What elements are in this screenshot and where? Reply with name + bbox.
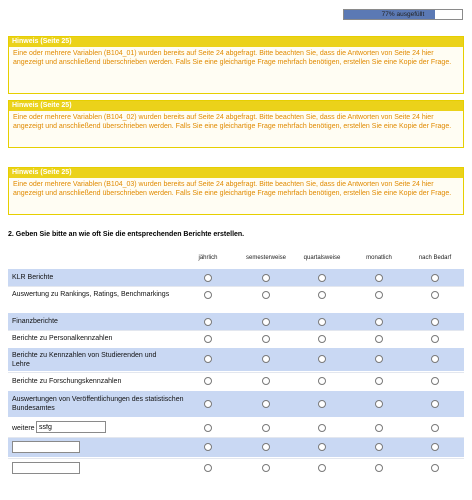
notice-title: Hinweis (Seite 25) bbox=[9, 168, 463, 178]
radio-option-r4-c2[interactable] bbox=[262, 335, 270, 343]
radio-option-r2-c2[interactable] bbox=[262, 291, 270, 299]
row-label: KLR Berichte bbox=[12, 274, 54, 281]
notice-text: Eine oder mehrere Variablen (B104_01) wurden bereits auf Seite 24 abgefragt. Bitte beachten Sie, dass die Antworten von Seite 24 hier angezeigt und anschließend überschrieben werden. Falls Sie eine gleichartige Frage mehrfach benötigen, erstellen Sie eine Kopie der Frage. bbox=[13, 50, 452, 66]
radio-option-r5-c1[interactable] bbox=[204, 355, 212, 363]
table-row bbox=[8, 269, 464, 286]
column-header-quarterly: quartalsweise bbox=[303, 255, 341, 261]
table-row bbox=[8, 287, 464, 309]
other-label: weitere bbox=[12, 425, 35, 432]
radio-option-r5-c2[interactable] bbox=[262, 355, 270, 363]
radio-option-r7-c3[interactable] bbox=[318, 400, 326, 408]
radio-option-r8-c2[interactable] bbox=[262, 424, 270, 432]
radio-option-r10-c4[interactable] bbox=[375, 464, 383, 472]
radio-option-r9-c4[interactable] bbox=[375, 443, 383, 451]
notice-title: Hinweis (Seite 25) bbox=[9, 101, 463, 111]
notice-text: Eine oder mehrere Variablen (B104_03) wurden bereits auf Seite 24 abgefragt. Bitte beachten Sie, dass die Antworten von Seite 24 hier angezeigt und anschließend überschrieben werden. Falls Sie eine gleichartige Frage mehrfach benötigen, erstellen Sie eine Kopie der Frage. bbox=[13, 181, 452, 197]
radio-option-r3-c5[interactable] bbox=[431, 318, 439, 326]
radio-option-r2-c5[interactable] bbox=[431, 291, 439, 299]
radio-option-r6-c4[interactable] bbox=[375, 377, 383, 385]
radio-option-r5-c5[interactable] bbox=[431, 355, 439, 363]
radio-option-r2-c4[interactable] bbox=[375, 291, 383, 299]
row-label: Auswertung zu Rankings, Ratings, Benchmarkings bbox=[12, 291, 170, 298]
column-header-yearly: jährlich bbox=[198, 255, 218, 261]
radio-option-r10-c2[interactable] bbox=[262, 464, 270, 472]
table-row bbox=[8, 348, 464, 371]
radio-option-r2-c3[interactable] bbox=[318, 291, 326, 299]
table-row bbox=[8, 313, 464, 330]
table-row bbox=[8, 331, 464, 346]
row-label: Berichte zu Forschungskennzahlen bbox=[12, 378, 122, 385]
radio-option-r10-c3[interactable] bbox=[318, 464, 326, 472]
radio-option-r4-c3[interactable] bbox=[318, 335, 326, 343]
question-title: 2. Geben Sie bitte an wie oft Sie die entsprechenden Berichte erstellen. bbox=[8, 231, 245, 238]
radio-option-r6-c5[interactable] bbox=[431, 377, 439, 385]
radio-option-r6-c3[interactable] bbox=[318, 377, 326, 385]
radio-option-r8-c5[interactable] bbox=[431, 424, 439, 432]
row-label: Berichte zu Kennzahlen von Studierenden und Lehre bbox=[12, 352, 157, 368]
radio-option-r9-c2[interactable] bbox=[262, 443, 270, 451]
notice-box bbox=[8, 36, 464, 94]
column-header-semester: semesterweise bbox=[245, 255, 286, 261]
progress-label: 77% ausgefüllt bbox=[381, 11, 425, 18]
notice-box bbox=[8, 100, 464, 148]
divider bbox=[8, 330, 464, 331]
radio-option-r9-c1[interactable] bbox=[204, 443, 212, 451]
column-header-monthly: monatlich bbox=[366, 255, 392, 261]
radio-option-r4-c1[interactable] bbox=[204, 335, 212, 343]
radio-option-r3-c4[interactable] bbox=[375, 318, 383, 326]
radio-option-r5-c4[interactable] bbox=[375, 355, 383, 363]
divider bbox=[8, 286, 464, 287]
radio-option-r5-c3[interactable] bbox=[318, 355, 326, 363]
radio-option-r1-c4[interactable] bbox=[375, 274, 383, 282]
row-label: Finanzberichte bbox=[12, 318, 58, 325]
other-input-1[interactable] bbox=[36, 421, 106, 433]
divider bbox=[8, 372, 464, 373]
radio-option-r8-c4[interactable] bbox=[375, 424, 383, 432]
radio-option-r7-c5[interactable] bbox=[431, 400, 439, 408]
radio-option-r2-c1[interactable] bbox=[204, 291, 212, 299]
divider bbox=[8, 437, 464, 438]
progress-bar bbox=[343, 9, 463, 20]
table-row bbox=[8, 391, 464, 417]
radio-option-r1-c3[interactable] bbox=[318, 274, 326, 282]
radio-option-r4-c4[interactable] bbox=[375, 335, 383, 343]
radio-option-r1-c5[interactable] bbox=[431, 274, 439, 282]
row-label: Berichte zu Personalkennzahlen bbox=[12, 335, 113, 342]
radio-option-r8-c1[interactable] bbox=[204, 424, 212, 432]
radio-option-r10-c5[interactable] bbox=[431, 464, 439, 472]
radio-option-r7-c1[interactable] bbox=[204, 400, 212, 408]
radio-option-r10-c1[interactable] bbox=[204, 464, 212, 472]
radio-option-r6-c2[interactable] bbox=[262, 377, 270, 385]
table-row bbox=[8, 373, 464, 389]
radio-option-r6-c1[interactable] bbox=[204, 377, 212, 385]
top-bar bbox=[0, 0, 472, 24]
radio-option-r3-c1[interactable] bbox=[204, 318, 212, 326]
radio-option-r1-c2[interactable] bbox=[262, 274, 270, 282]
other-input-3[interactable] bbox=[12, 462, 80, 474]
radio-option-r7-c4[interactable] bbox=[375, 400, 383, 408]
radio-option-r7-c2[interactable] bbox=[262, 400, 270, 408]
radio-option-r4-c5[interactable] bbox=[431, 335, 439, 343]
radio-option-r3-c2[interactable] bbox=[262, 318, 270, 326]
notice-title: Hinweis (Seite 25) bbox=[9, 37, 463, 47]
other-input-2[interactable] bbox=[12, 441, 80, 453]
notice-box bbox=[8, 167, 464, 215]
divider bbox=[8, 458, 464, 459]
radio-option-r1-c1[interactable] bbox=[204, 274, 212, 282]
radio-option-r3-c3[interactable] bbox=[318, 318, 326, 326]
radio-option-r9-c5[interactable] bbox=[431, 443, 439, 451]
row-label: Auswertungen von Veröffentlichungen des statistischen Bundesamtes bbox=[12, 396, 184, 412]
notice-text: Eine oder mehrere Variablen (B104_02) wurden bereits auf Seite 24 abgefragt. Bitte beachten Sie, dass die Antworten von Seite 24 hier angezeigt und anschließend überschrieben werden. Falls Sie eine gleichartige Frage mehrfach benötigen, erstellen Sie eine Kopie der Frage. bbox=[13, 114, 452, 130]
radio-option-r8-c3[interactable] bbox=[318, 424, 326, 432]
radio-option-r9-c3[interactable] bbox=[318, 443, 326, 451]
column-header-as-needed: nach Bedarf bbox=[418, 255, 452, 261]
